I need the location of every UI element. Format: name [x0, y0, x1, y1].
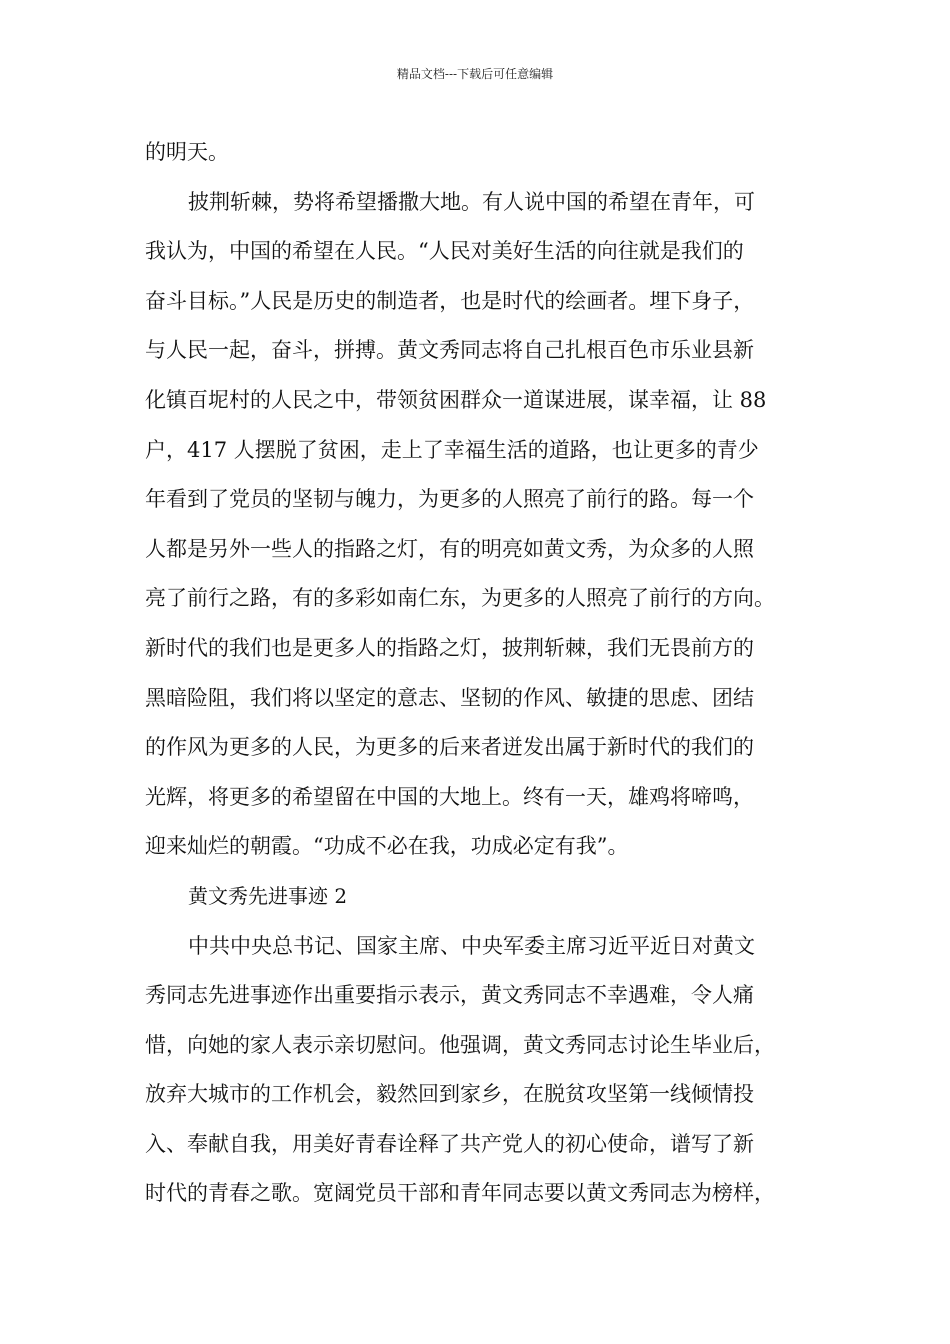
- text-line: 亮了前行之路，有的多彩如南仁东，为更多的人照亮了前行的方向。: [145, 586, 775, 611]
- body-text: [145, 128, 830, 1219]
- text-line: 人都是另外一些人的指路之灯，有的明亮如黄文秀，为众多的人照: [145, 536, 754, 561]
- text-line: 户，417 人摆脱了贫困，走上了幸福生活的道路，也让更多的青少: [145, 437, 759, 462]
- text-line: 入、奉献自我，用美好青春诠释了共产党人的初心使命，谱写了新: [145, 1131, 754, 1156]
- text-line: 光辉，将更多的希望留在中国的大地上。终有一天，雄鸡将啼鸣，: [145, 784, 754, 809]
- text-line: 惜，向她的家人表示亲切慰问。他强调，黄文秀同志讨论生毕业后，: [145, 1032, 775, 1057]
- text-line: 时代的青春之歌。宽阔党员干部和青年同志要以黄文秀同志为榜样，: [145, 1181, 775, 1206]
- text-line: 年看到了党员的坚韧与魄力，为更多的人照亮了前行的路。每一个: [145, 487, 754, 512]
- text-line: 奋斗目标。”人民是历史的制造者，也是时代的绘画者。埋下身子，: [145, 288, 755, 313]
- text-line: 黑暗险阻，我们将以坚定的意志、坚韧的作风、敏捷的思虑、团结: [145, 685, 754, 710]
- text-line: 化镇百坭村的人民之中，带领贫困群众一道谋进展，谋幸福，让 88: [145, 387, 767, 412]
- text-line: 的明天。: [145, 140, 229, 164]
- text-line: 放弃大城市的工作机会，毅然回到家乡，在脱贫攻坚第一线倾情投: [145, 1082, 754, 1107]
- text-line: 秀同志先进事迹作出重要指示表示，黄文秀同志不幸遇难，令人痛: [145, 983, 754, 1008]
- page-header: 精品文档---下载后可任意编辑: [396, 67, 554, 81]
- text-line: 披荆斩棘，势将希望播撒大地。有人说中国的希望在青年，可: [188, 189, 755, 214]
- text-line: 迎来灿烂的朝霞。“功成不必在我，功成必定有我”。: [145, 834, 629, 859]
- section-heading: 黄文秀先进事迹 2: [188, 883, 348, 908]
- text-line: 中共中央总书记、国家主席、中央军委主席习近平近日对黄文: [188, 933, 755, 958]
- text-line: 新时代的我们也是更多人的指路之灯，披荆斩棘，我们无畏前方的: [145, 635, 754, 660]
- text-line: 与人民一起，奋斗，拼搏。黄文秀同志将自己扎根百色市乐业县新: [145, 338, 754, 363]
- text-line: 我认为，中国的希望在人民。“人民对美好生活的向往就是我们的: [145, 239, 744, 264]
- text-line: 的作风为更多的人民，为更多的后来者迸发出属于新时代的我们的: [145, 735, 754, 760]
